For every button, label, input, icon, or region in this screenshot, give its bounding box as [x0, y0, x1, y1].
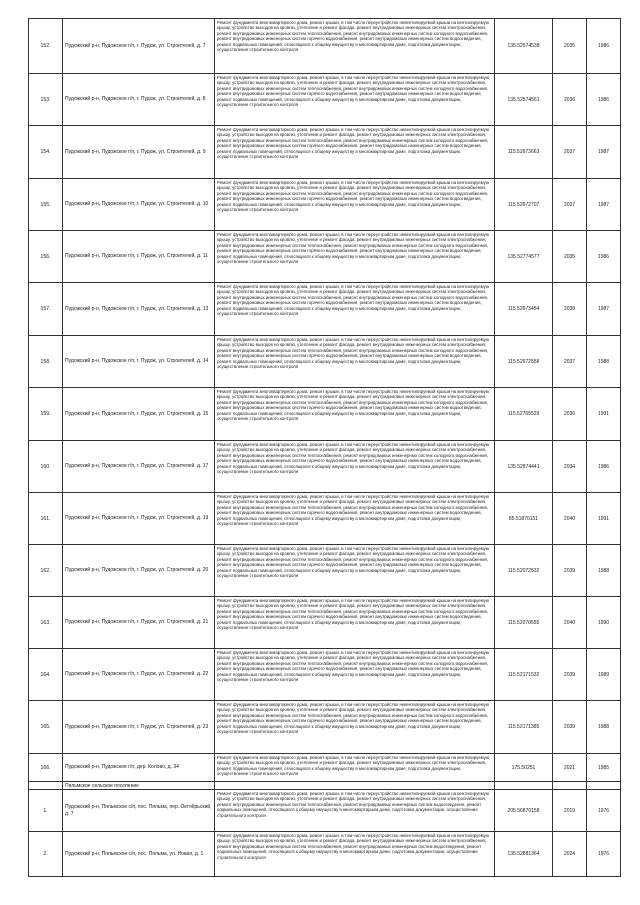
repair-works: Ремонт фундамента многоквартирного дома, ремонт крыши, в том числе переустройство невентилируемой крыши на вентилируемую крышу, устройство выходов на кровлю, утепление и ремонт фасада, ремонт внутридомовых инженерных систем электроснабжения, ремонт внутридомовых инженерных систем теплоснабжения, ремонт внутридомовых инженерных систем холодного водоснабжения, ремонт внутридомовых инженерных систем горячего водоснабжения, ремонт внутридомовых инженерных систем водоотведения, ремонт подвальных помещений, относящихся к общему имуществу в многоквартирном доме, подготовка документации, осуществление строительного контроля — [215, 493, 495, 545]
section-title: Пяльмское сельское поселение — [63, 782, 215, 790]
repair-works: Ремонт фундамента многоквартирного дома, ремонт крыши, в том числе переустройство невентилируемой крыши на вентилируемую крышу, устройство выходов на кровлю, утепление и ремонт фасада, ремонт внутридомовых инженерных систем электроснабжения, ремонт внутридомовых инженерных систем теплоснабжения, ремонт внутридомовых инженерных систем холодного водоснабжения, ремонт внутридомовых инженерных систем горячего водоснабжения, ремонт внутридомовых инженерных систем водоотведения, ремонт подвальных помещений, относящихся к общему имуществу в многоквартирном доме, подготовка документации, осуществление строительного контроля — [215, 388, 495, 441]
repair-works: Ремонт фундамента многоквартирного дома, ремонт крыши, в том числе переустройство невентилируемой крыши на вентилируемую крышу, устройство выходов на кровлю, утепление и ремонт фасада, ремонт внутридомовых инженерных систем электроснабжения, ремонт внутридомовых инженерных систем теплоснабжения, ремонт внутридомовых инженерных систем холодного водоснабжения, ремонт внутридомовых инженерных систем горячего водоснабжения, ремонт внутридомовых инженерных систем водоотведения, ремонт подвальных помещений, относящихся к общему имуществу в многоквартирном доме, подготовка документации, осуществление строительного контроля — [215, 597, 495, 649]
house-address: Пудожский р-н, Пудожское г/п, г. Пудож, ул. Строителей, д. 22 — [63, 649, 215, 701]
repair-cost: 115.52070555 — [495, 597, 553, 649]
build-year: 1991 — [587, 388, 621, 441]
planned-year: 2035 — [553, 19, 587, 74]
build-year: 1986 — [587, 19, 621, 74]
house-address: Пудожский р-н, Пудожское г/п, г. Пудож, ул. Строителей, д. 8 — [63, 74, 215, 126]
repair-works: Ремонт фундамента многоквартирного дома, ремонт крыши, в том числе переустройство невентилируемой крыши на вентилируемую крышу, устройство выходов на кровлю, утепление и ремонт фасада, ремонт внутридомовых инженерных систем электроснабжения, ремонт внутридомовых инженерных систем теплоснабжения, ремонт внутридомовых инженерных систем холодного водоснабжения, ремонт внутридомовых инженерных систем горячего водоснабжения, ремонт внутридомовых инженерных систем водоотведения, ремонт подвальных помещений, относящихся к общему имуществу в многоквартирном доме, подготовка документации, осуществление строительного контроля — [215, 441, 495, 493]
repair-cost: 205.56870158 — [495, 790, 553, 832]
planned-year: 2040 — [553, 493, 587, 545]
house-address: Пудожский р-н, Пудожское г/п, г. Пудож, ул. Строителей, д. 17 — [63, 441, 215, 493]
repair-works: Ремонт фундамента многоквартирного дома, ремонт крыши, в том числе переустройство невентилируемой крыши на вентилируемую крышу, устройство выходов на кровлю, утепление и ремонт фасада, ремонт внутридомовых инженерных систем электроснабжения, ремонт внутридомовых инженерных систем теплоснабжения, ремонт внутридомовых инженерных систем водоотведения, ремонт подвальных помещений, относящихся к общему имуществу в многоквартирном доме, подготовка документации, осуществление строительного контроля — [215, 790, 495, 832]
repair-cost: 135.52574561 — [495, 74, 553, 126]
row-number: 153. — [29, 74, 63, 126]
build-year: 1990 — [587, 597, 621, 649]
row-number: 2. — [29, 832, 63, 877]
repair-works: Ремонт фундамента многоквартирного дома, ремонт крыши, в том числе переустройство невентилируемой крыши на вентилируемую крышу, устройство выходов на кровлю, утепление и ремонт фасада, ремонт внутридомовых инженерных систем электроснабжения, ремонт внутридомовых инженерных систем теплоснабжения, ремонт внутридомовых инженерных систем холодного водоснабжения, ремонт внутридомовых инженерных систем горячего водоснабжения, ремонт внутридомовых инженерных систем водоотведения, ремонт подвальных помещений, относящихся к общему имуществу в многоквартирном доме, подготовка документации, осуществление строительного контроля — [215, 126, 495, 179]
build-year: 1987 — [587, 179, 621, 231]
house-address: Пудожский р-н, Пудожское г/п, г. Пудож, ул. Строителей, д. 7 — [63, 19, 215, 74]
table-row — [29, 126, 621, 179]
section-empty-cell — [587, 782, 621, 790]
planned-year: 2037 — [553, 336, 587, 388]
build-year: 1987 — [587, 126, 621, 179]
planned-year: 2019 — [553, 790, 587, 832]
repair-works: Ремонт фундамента многоквартирного дома, ремонт крыши, в том числе переустройство невентилируемой крыши на вентилируемую крышу, устройство выходов на кровлю, утепление и ремонт фасада, ремонт внутридомовых инженерных систем электроснабжения, ремонт внутридомовых инженерных систем теплоснабжения, ремонт внутридомовых инженерных систем холодного водоснабжения, ремонт внутридомовых инженерных систем горячего водоснабжения, ремонт внутридомовых инженерных систем водоотведения, ремонт подвальных помещений, относящихся к общему имуществу в многоквартирном доме, подготовка документации, осуществление строительного контроля — [215, 336, 495, 388]
repair-cost: 115.52171385 — [495, 701, 553, 754]
house-address: Пудожский р-н, Пудожское г/п, г. Пудож, ул. Строителей, д. 19 — [63, 493, 215, 545]
row-number: 159. — [29, 388, 63, 441]
section-header-row — [29, 782, 621, 790]
table-row — [29, 283, 621, 336]
repair-cost: 135.52774577 — [495, 231, 553, 283]
table-row — [29, 545, 621, 597]
house-address: Пудожский р-н, Пяльмское с/п, пос. Пяльма, пер. Октябрьский, д. 7 — [63, 790, 215, 832]
house-address: Пудожский р-н, Пудожское г/п, г. Пудож, ул. Строителей, д. 9 — [63, 126, 215, 179]
build-year: 1976 — [587, 832, 621, 877]
row-number: 164. — [29, 649, 63, 701]
table-row — [29, 597, 621, 649]
section-empty-cell — [215, 782, 495, 790]
row-number: 157. — [29, 283, 63, 336]
planned-year: 2039 — [553, 649, 587, 701]
table-row — [29, 179, 621, 231]
house-address: Пудожский р-н, Пудожское г/п, г. Пудож, ул. Строителей, д. 15 — [63, 388, 215, 441]
repair-cost: 115.52672558 — [495, 336, 553, 388]
house-address: Пудожский р-н, Пудожское г/п, г. Пудож, ул. Строителей, д. 20 — [63, 545, 215, 597]
repair-cost: 115.52765529 — [495, 388, 553, 441]
row-number: 160. — [29, 441, 63, 493]
build-year: 1986 — [587, 231, 621, 283]
build-year: 1988 — [587, 701, 621, 754]
house-address: Пудожский р-н, Пудожское г/п, г. Пудож, ул. Строителей, д. 11 — [63, 231, 215, 283]
house-address: Пудожский р-н, Пяльмское с/п, пос. Пяльма, ул. Новая, д. 1 — [63, 832, 215, 877]
register-sheet — [28, 18, 620, 896]
build-year: 1986 — [587, 74, 621, 126]
planned-year: 2039 — [553, 701, 587, 754]
repair-works: Ремонт фундамента многоквартирного дома, ремонт крыши, в том числе переустройство невентилируемой крыши на вентилируемую крышу, устройство выходов на кровлю, утепление и ремонт фасада, ремонт внутридомовых инженерных систем электроснабжения, ремонт внутридомовых инженерных систем теплоснабжения, ремонт внутридомовых инженерных систем холодного водоснабжения, ремонт внутридомовых инженерных систем горячего водоснабжения, ремонт внутридомовых инженерных систем водоотведения, ремонт подвальных помещений, относящихся к общему имуществу в многоквартирном доме, подготовка документации, осуществление строительного контроля — [215, 283, 495, 336]
row-number: 158. — [29, 336, 63, 388]
repair-works: Ремонт фундамента многоквартирного дома, ремонт крыши, в том числе переустройство невентилируемой крыши на вентилируемую крышу, устройство выходов на кровлю, утепление и ремонт фасада, ремонт внутридомовых инженерных систем электроснабжения, ремонт внутридомовых инженерных систем теплоснабжения, ремонт внутридомовых инженерных систем холодного водоснабжения, ремонт внутридомовых инженерных систем горячего водоснабжения, ремонт внутридомовых инженерных систем водоотведения, ремонт подвальных помещений, относящихся к общему имуществу в многоквартирном доме, подготовка документации, осуществление строительного контроля — [215, 19, 495, 74]
repair-cost: 135.52874441 — [495, 441, 553, 493]
build-year: 1986 — [587, 441, 621, 493]
repair-cost: 115.52673454 — [495, 283, 553, 336]
section-empty-cell — [495, 782, 553, 790]
repair-works: Ремонт фундамента многоквартирного дома, ремонт крыши, в том числе переустройство невентилируемой крыши на вентилируемую крышу, устройство выходов на кровлю, утепление и ремонт фасада, ремонт внутридомовых инженерных систем электроснабжения, ремонт внутридомовых инженерных систем теплоснабжения, ремонт внутридомовых инженерных систем холодного водоснабжения, ремонт внутридомовых инженерных систем горячего водоснабжения, ремонт внутридомовых инженерных систем водоотведения, ремонт подвальных помещений, относящихся к общему имуществу в многоквартирном доме, подготовка документации, осуществление строительного контроля — [215, 545, 495, 597]
row-number: 156. — [29, 231, 63, 283]
row-number: 162. — [29, 545, 63, 597]
repair-works: Ремонт фундамента многоквартирного дома, ремонт крыши, в том числе переустройство невентилируемой крыши на вентилируемую крышу, устройство выходов на кровлю, утепление и ремонт фасада, ремонт внутридомовых инженерных систем электроснабжения, ремонт подвальных помещений, относящихся к общему имуществу в многоквартирном доме, подготовка документации, осуществление строительного контроля — [215, 754, 495, 782]
planned-year: 2036 — [553, 388, 587, 441]
table-row — [29, 790, 621, 832]
repair-works: Ремонт фундамента многоквартирного дома, ремонт крыши, в том числе переустройство невентилируемой крыши на вентилируемую крышу, устройство выходов на кровлю, утепление и ремонт фасада, ремонт внутридомовых инженерных систем электроснабжения, ремонт внутридомовых инженерных систем теплоснабжения, ремонт внутридомовых инженерных систем холодного водоснабжения, ремонт внутридомовых инженерных систем горячего водоснабжения, ремонт внутридомовых инженерных систем водоотведения, ремонт подвальных помещений, относящихся к общему имуществу в многоквартирном доме, подготовка документации, осуществление строительного контроля — [215, 231, 495, 283]
repair-cost: 115.52171532 — [495, 649, 553, 701]
build-year: 1985 — [587, 754, 621, 782]
row-number: 166. — [29, 754, 63, 782]
row-number: 152. — [29, 19, 63, 74]
repair-works: Ремонт фундамента многоквартирного дома, ремонт крыши, в том числе переустройство невентилируемой крыши на вентилируемую крышу, устройство выходов на кровлю, утепление и ремонт фасада, ремонт внутридомовых инженерных систем электроснабжения, ремонт внутридомовых инженерных систем теплоснабжения, ремонт внутридомовых инженерных систем холодного водоснабжения, ремонт внутридомовых инженерных систем горячего водоснабжения, ремонт внутридомовых инженерных систем водоотведения, ремонт подвальных помещений, относящихся к общему имуществу в многоквартирном доме, подготовка документации, осуществление строительного контроля — [215, 701, 495, 754]
table-row — [29, 832, 621, 877]
repair-works: Ремонт фундамента многоквартирного дома, ремонт крыши, в том числе переустройство невентилируемой крыши на вентилируемую крышу, устройство выходов на кровлю, утепление и ремонт фасада, ремонт внутридомовых инженерных систем электроснабжения, ремонт внутридомовых инженерных систем теплоснабжения, ремонт внутридомовых инженерных систем холодного водоснабжения, ремонт внутридомовых инженерных систем горячего водоснабжения, ремонт внутридомовых инженерных систем водоотведения, ремонт подвальных помещений, относящихся к общему имуществу в многоквартирном доме, подготовка документации, осуществление строительного контроля — [215, 649, 495, 701]
planned-year: 2039 — [553, 545, 587, 597]
planned-year: 2036 — [553, 74, 587, 126]
table-row — [29, 649, 621, 701]
table-row — [29, 754, 621, 782]
table-row — [29, 74, 621, 126]
planned-year: 2037 — [553, 126, 587, 179]
row-number: 154. — [29, 126, 63, 179]
table-row — [29, 493, 621, 545]
table-row — [29, 336, 621, 388]
build-year: 1988 — [587, 336, 621, 388]
repair-cost: 175.50251 — [495, 754, 553, 782]
build-year: 1991 — [587, 493, 621, 545]
house-address: Пудожский р-н, Пудожское г/п, г. Пудож, ул. Строителей, д. 21 — [63, 597, 215, 649]
planned-year: 2040 — [553, 597, 587, 649]
row-number: 161. — [29, 493, 63, 545]
repair-cost: 115.52673663 — [495, 126, 553, 179]
planned-year: 2035 — [553, 231, 587, 283]
table-row — [29, 19, 621, 74]
repair-cost: 135.52881364 — [495, 832, 553, 877]
planned-year: 2038 — [553, 283, 587, 336]
row-number: 155. — [29, 179, 63, 231]
house-address: Пудожский р-н, Пудожское г/п, г. Пудож, ул. Строителей, д. 23 — [63, 701, 215, 754]
table-row — [29, 441, 621, 493]
build-year: 1988 — [587, 545, 621, 597]
build-year: 1976 — [587, 790, 621, 832]
planned-year: 2037 — [553, 179, 587, 231]
build-year: 1989 — [587, 649, 621, 701]
row-number: 163. — [29, 597, 63, 649]
repair-cost: 115.52072532 — [495, 545, 553, 597]
repair-cost: 85.51870151 — [495, 493, 553, 545]
section-empty-cell — [553, 782, 587, 790]
house-address: Пудожский р-н, Пудожское г/п, г. Пудож, ул. Строителей, д. 10 — [63, 179, 215, 231]
house-address: Пудожский р-н, Пудожское г/п, г. Пудож, ул. Строителей, д. 14 — [63, 336, 215, 388]
planned-year: 2024 — [553, 832, 587, 877]
table-row — [29, 231, 621, 283]
table-row — [29, 388, 621, 441]
house-address: Пудожский р-н, Пудожское г/п, г. Пудож, ул. Строителей, д. 13 — [63, 283, 215, 336]
planned-year: 2034 — [553, 441, 587, 493]
repair-works: Ремонт фундамента многоквартирного дома, ремонт крыши, в том числе переустройство невентилируемой крыши на вентилируемую крышу, устройство выходов на кровлю, утепление и ремонт фасада, ремонт внутридомовых инженерных систем электроснабжения, ремонт внутридомовых инженерных систем теплоснабжения, ремонт внутридомовых инженерных систем холодного водоснабжения, ремонт внутридомовых инженерных систем горячего водоснабжения, ремонт внутридомовых инженерных систем водоотведения, ремонт подвальных помещений, относящихся к общему имуществу в многоквартирном доме, подготовка документации, осуществление строительного контроля — [215, 74, 495, 126]
repair-cost: 115.52672707 — [495, 179, 553, 231]
row-number: 165. — [29, 701, 63, 754]
repair-works: Ремонт фундамента многоквартирного дома, ремонт крыши, в том числе переустройство невентилируемой крыши на вентилируемую крышу, устройство выходов на кровлю, утепление и ремонт фасада, ремонт внутридомовых инженерных систем электроснабжения, ремонт внутридомовых инженерных систем теплоснабжения, ремонт внутридомовых инженерных систем холодного водоснабжения, ремонт внутридомовых инженерных систем горячего водоснабжения, ремонт внутридомовых инженерных систем водоотведения, ремонт подвальных помещений, относящихся к общему имуществу в многоквартирном доме, подготовка документации, осуществление строительного контроля — [215, 179, 495, 231]
repair-cost: 135.52574538 — [495, 19, 553, 74]
build-year: 1987 — [587, 283, 621, 336]
repair-works: Ремонт фундамента многоквартирного дома, ремонт крыши, в том числе переустройство невентилируемой крыши на вентилируемую крышу, устройство выходов на кровлю, утепление и ремонт фасада, ремонт внутридомовых инженерных систем электроснабжения, ремонт внутридомовых инженерных систем теплоснабжения, ремонт внутридомовых инженерных систем водоотведения, ремонт подвальных помещений, относящихся к общему имуществу в многоквартирном доме, подготовка документации, осуществление строительного контроля — [215, 832, 495, 877]
planned-year: 2021 — [553, 754, 587, 782]
section-empty-cell — [29, 782, 63, 790]
capital-repair-table — [28, 18, 621, 877]
row-number: 1. — [29, 790, 63, 832]
table-row — [29, 701, 621, 754]
house-address: Пудожский р-н, Пудожское г/п, дер. Колово, д. 34 — [63, 754, 215, 782]
